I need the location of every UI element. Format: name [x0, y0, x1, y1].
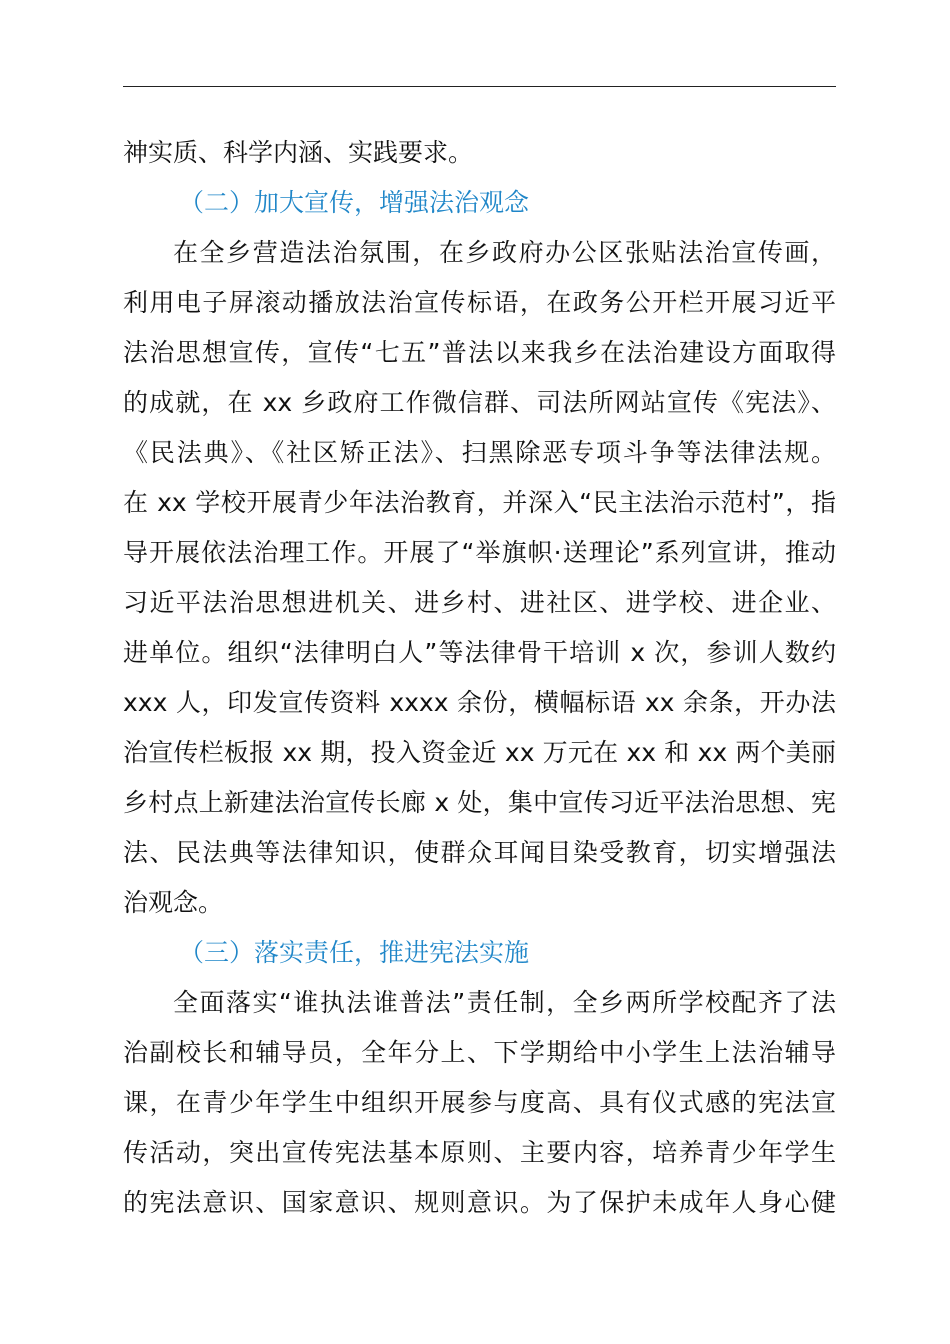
text-line: 导开展依法治理工作。开展了“举旗帜·送理论”系列宣讲，推动 — [123, 538, 836, 567]
text-line: 的成就，在 xx 乡政府工作微信群、司法所网站宣传《宪法》、 — [123, 388, 836, 417]
text-line: 在 xx 学校开展青少年法治教育，并深入“民主法治示范村”，指 — [123, 488, 836, 517]
header-rule — [123, 86, 836, 87]
text-line: 治宣传栏板报 xx 期，投入资金近 xx 万元在 xx 和 xx 两个美丽 — [123, 738, 836, 767]
section-heading-3: （三）落实责任，推进宪法实施 — [179, 938, 530, 967]
text-line: 在全乡营造法治氛围，在乡政府办公区张贴法治宣传画， — [173, 238, 836, 267]
text-line: 乡村点上新建法治宣传长廊 x 处，集中宣传习近平法治思想、宪 — [123, 788, 836, 817]
document-body — [123, 128, 836, 1228]
text-line: 法、民法典等法律知识，使群众耳闻目染受教育，切实增强法 — [123, 838, 836, 867]
text-line: 治观念。 — [123, 888, 224, 917]
text-line: 法治思想宣传，宣传“七五”普法以来我乡在法治建设方面取得 — [123, 338, 836, 367]
text-line: 全面落实“谁执法谁普法”责任制，全乡两所学校配齐了法 — [173, 988, 836, 1017]
text-line: 进单位。组织“法律明白人”等法律骨干培训 x 次，参训人数约 — [123, 638, 836, 667]
text-line: 传活动，突出宣传宪法基本原则、主要内容，培养青少年学生 — [123, 1138, 836, 1167]
text-line: 利用电子屏滚动播放法治宣传标语，在政务公开栏开展习近平 — [123, 288, 836, 317]
text-line: 习近平法治思想进机关、进乡村、进社区、进学校、进企业、 — [123, 588, 836, 617]
text-line: 神实质、科学内涵、实践要求。 — [123, 138, 474, 167]
text-line: 课，在青少年学生中组织开展参与度高、具有仪式感的宪法宣 — [123, 1088, 836, 1117]
text-line: 治副校长和辅导员，全年分上、下学期给中小学生上法治辅导 — [123, 1038, 836, 1067]
text-line: xxx 人，印发宣传资料 xxxx 余份，横幅标语 xx 余条，开办法 — [123, 688, 836, 717]
text-line: 《民法典》、《社区矫正法》、扫黑除恶专项斗争等法律法规。 — [123, 438, 836, 467]
section-heading-2: （二）加大宣传，增强法治观念 — [179, 188, 530, 217]
text-line: 的宪法意识、国家意识、规则意识。为了保护未成年人身心健 — [123, 1188, 836, 1217]
